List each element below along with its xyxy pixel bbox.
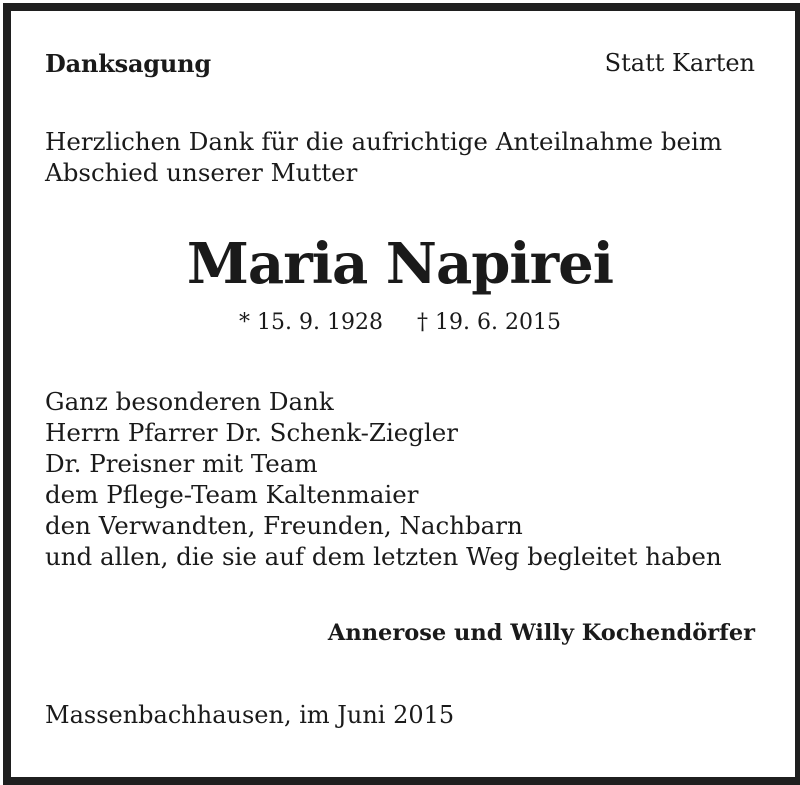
- notice-heading: Danksagung: [45, 49, 211, 78]
- place-and-date: Massenbachhausen, im Juni 2015: [45, 701, 455, 729]
- signature: Annerose und Willy Kochendörfer: [327, 620, 755, 646]
- thanks-line: den Verwandten, Freunden, Nachbarn: [45, 511, 523, 540]
- death-date: † 19. 6. 2015: [417, 310, 561, 335]
- thanks-line: Ganz besonderen Dank: [45, 387, 334, 416]
- intro-line: Herzlichen Dank für die aufrichtige Anteilnahme beim: [45, 127, 723, 156]
- thanks-line: Herrn Pfarrer Dr. Schenk-Ziegler: [45, 418, 459, 447]
- birth-date: * 15. 9. 1928: [239, 310, 383, 335]
- intro-text: [45, 126, 765, 188]
- deceased-name: Maria Napirei: [186, 231, 614, 297]
- notice-subheading: Statt Karten: [604, 49, 755, 77]
- life-dates: [0, 310, 800, 335]
- thanks-line: und allen, die sie auf dem letzten Weg begleitet haben: [45, 542, 722, 571]
- thanks-line: Dr. Preisner mit Team: [45, 449, 318, 478]
- thanks-line: dem Pflege-Team Kaltenmaier: [45, 480, 419, 509]
- intro-line: Abschied unserer Mutter: [45, 158, 358, 187]
- thanks-list: [45, 386, 765, 572]
